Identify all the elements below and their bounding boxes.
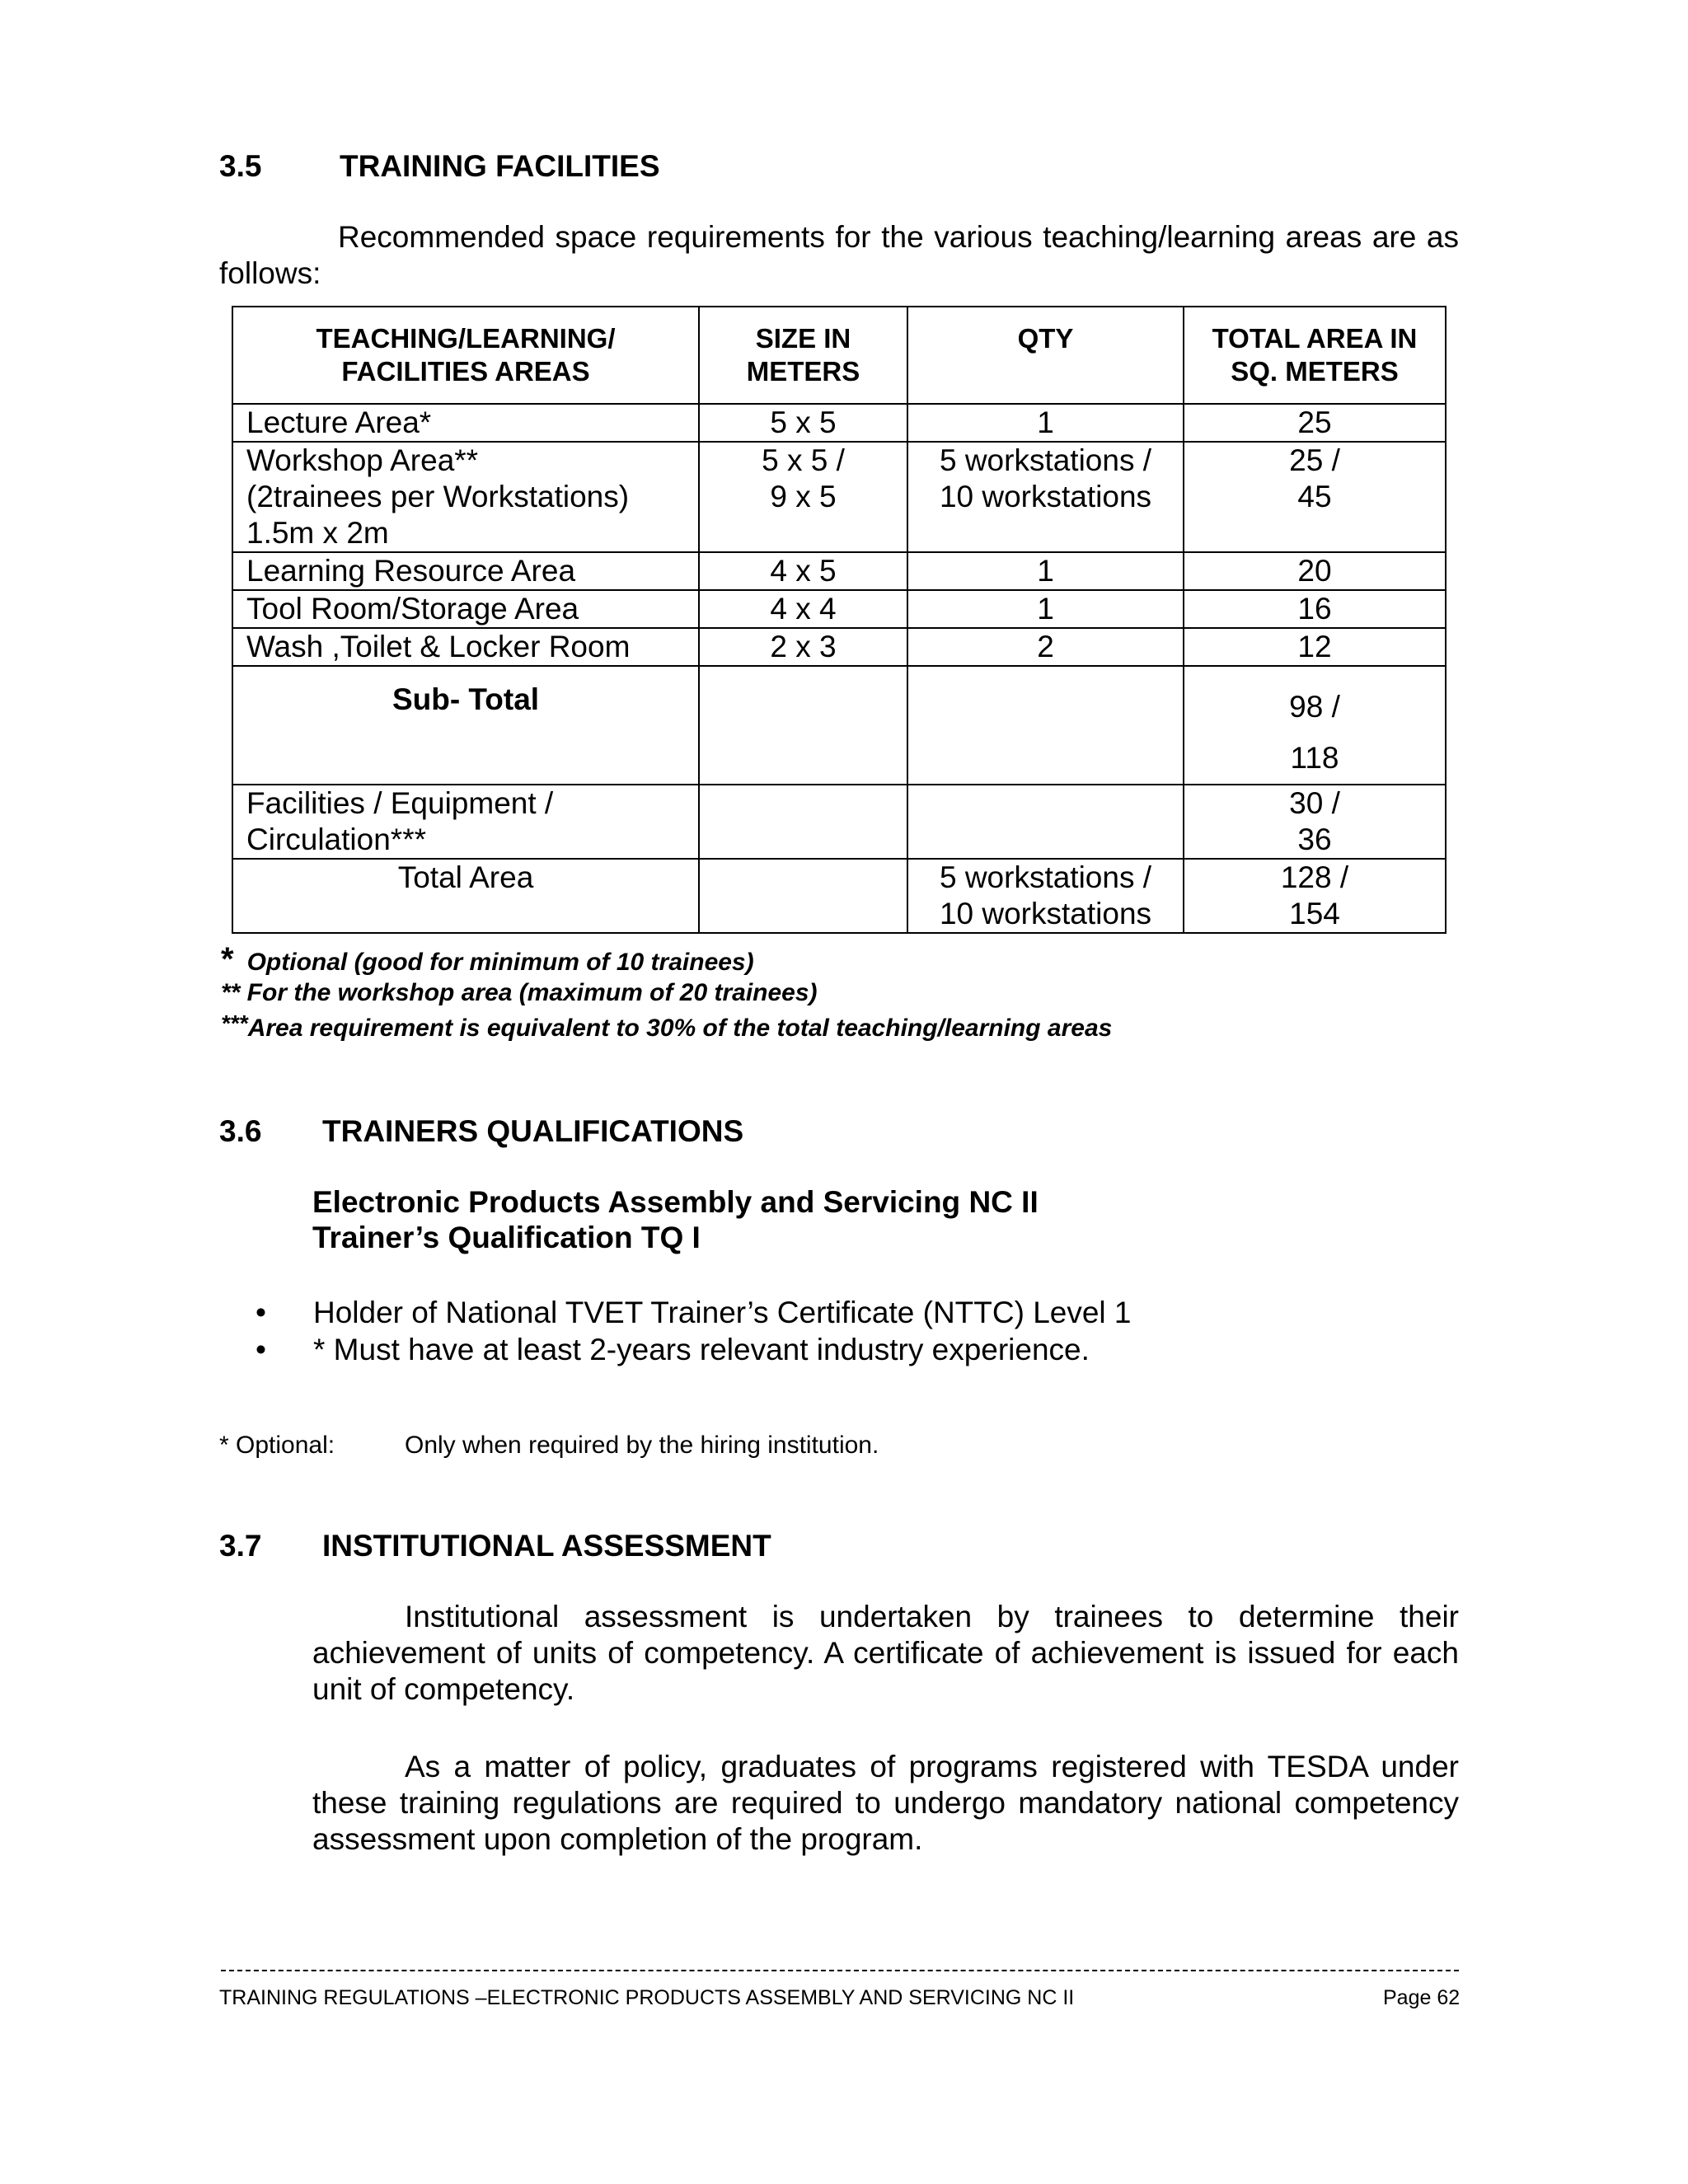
bullet-icon: • xyxy=(256,1333,266,1366)
cell-total: 12 xyxy=(1184,628,1446,666)
subtotal-row xyxy=(232,666,1446,785)
optional-note-label: * Optional: xyxy=(219,1432,335,1459)
total-area-row xyxy=(232,859,1446,933)
cell-area: Workshop Area** (2trainees per Workstations) 1.5m x 2m xyxy=(232,442,699,552)
cell-size xyxy=(699,859,907,933)
cell-total: 25 / 45 xyxy=(1184,442,1446,552)
optional-note-text: Only when required by the hiring institution. xyxy=(405,1432,879,1459)
subtotal-label: Sub- Total xyxy=(232,666,699,785)
footnote-circulation-text: Area requirement is equivalent to 30% of the total teaching/learning areas xyxy=(247,1015,1113,1042)
cell-area: Learning Resource Area xyxy=(232,552,699,590)
footer-title: TRAINING REGULATIONS –ELECTRONIC PRODUCTS ASSEMBLY AND SERVICING NC II xyxy=(219,1986,1075,2009)
footnote-workshop: ** For the workshop area (maximum of 20 trainees) xyxy=(221,979,818,1006)
cell-size: 5 x 5 / 9 x 5 xyxy=(699,442,907,552)
footnote-circulation xyxy=(221,1010,1112,1043)
circulation-label: Facilities / Equipment / Circulation*** xyxy=(232,785,699,859)
cell-total: 25 xyxy=(1184,404,1446,442)
header-size: SIZE IN METERS xyxy=(699,307,907,404)
table-row xyxy=(232,590,1446,628)
subtotal-total-line2: 118 xyxy=(1290,741,1339,775)
total-area-qty: 5 workstations / 10 workstations xyxy=(907,859,1184,933)
cell-area: Wash ,Toilet & Locker Room xyxy=(232,628,699,666)
table-header-row xyxy=(232,307,1446,404)
cell-qty xyxy=(907,666,1184,785)
cell-size xyxy=(699,785,907,859)
table-row xyxy=(232,628,1446,666)
header-total-area: TOTAL AREA IN SQ. METERS xyxy=(1184,307,1446,404)
list-item xyxy=(256,1333,1090,1367)
list-item-text: Holder of National TVET Trainer’s Certificate (NTTC) Level 1 xyxy=(313,1296,1132,1329)
footnote-optional xyxy=(221,941,754,978)
cell-size: 4 x 5 xyxy=(699,552,907,590)
circulation-row xyxy=(232,785,1446,859)
section-3-5-title: TRAINING FACILITIES xyxy=(340,149,660,183)
page-number: Page 62 xyxy=(1383,1986,1461,2009)
list-item-text: * Must have at least 2-years relevant industry experience. xyxy=(313,1333,1090,1366)
cell-size: 2 x 3 xyxy=(699,628,907,666)
section-3-7-number: 3.7 xyxy=(219,1529,262,1563)
total-area-total: 128 / 154 xyxy=(1184,859,1446,933)
subtotal-total xyxy=(1184,666,1446,785)
section-3-5-intro: Recommended space requirements for the various teaching/learning areas are as follows: xyxy=(219,220,1459,290)
qualification-program: Electronic Products Assembly and Servicing NC II xyxy=(312,1185,1039,1219)
list-item xyxy=(256,1296,1132,1330)
subtotal-total-line1: 98 / xyxy=(1289,690,1340,724)
assessment-paragraph-2: As a matter of policy, graduates of programs registered with TESDA under these training regulations are required to undergo mandatory national competency assessment upon completion of the program. xyxy=(312,1750,1459,1856)
facilities-table-body xyxy=(232,404,1446,933)
footer-divider xyxy=(221,1970,1459,1971)
table-row xyxy=(232,404,1446,442)
section-3-6-number: 3.6 xyxy=(219,1114,262,1148)
footnote-optional-text: Optional (good for minimum of 10 trainees) xyxy=(246,949,754,976)
cell-qty: 5 workstations / 10 workstations xyxy=(907,442,1184,552)
cell-qty: 1 xyxy=(907,590,1184,628)
header-areas: TEACHING/LEARNING/ FACILITIES AREAS xyxy=(232,307,699,404)
cell-qty xyxy=(907,785,1184,859)
footnote-optional-mark: * xyxy=(221,941,234,977)
cell-area: Lecture Area* xyxy=(232,404,699,442)
circulation-total: 30 / 36 xyxy=(1184,785,1446,859)
cell-total: 16 xyxy=(1184,590,1446,628)
section-3-5-number: 3.5 xyxy=(219,149,262,183)
footnote-circulation-mark: *** xyxy=(221,1010,248,1036)
bullet-icon: • xyxy=(256,1296,266,1329)
table-row xyxy=(232,552,1446,590)
cell-area: Tool Room/Storage Area xyxy=(232,590,699,628)
table-row xyxy=(232,442,1446,552)
cell-size: 4 x 4 xyxy=(699,590,907,628)
section-3-7-title: INSTITUTIONAL ASSESSMENT xyxy=(322,1529,771,1563)
cell-qty: 2 xyxy=(907,628,1184,666)
facilities-table xyxy=(232,306,1447,934)
cell-size: 5 x 5 xyxy=(699,404,907,442)
cell-qty: 1 xyxy=(907,404,1184,442)
cell-qty: 1 xyxy=(907,552,1184,590)
cell-total: 20 xyxy=(1184,552,1446,590)
qualification-level: Trainer’s Qualification TQ I xyxy=(312,1221,701,1254)
assessment-paragraph-1: Institutional assessment is undertaken by trainees to determine their achievement of units of competency. A certificate of achievement is issued for each unit of competency. xyxy=(312,1600,1459,1706)
cell-size xyxy=(699,666,907,785)
total-area-label: Total Area xyxy=(232,859,699,933)
section-3-6-title: TRAINERS QUALIFICATIONS xyxy=(322,1114,744,1148)
header-qty: QTY xyxy=(907,307,1184,404)
